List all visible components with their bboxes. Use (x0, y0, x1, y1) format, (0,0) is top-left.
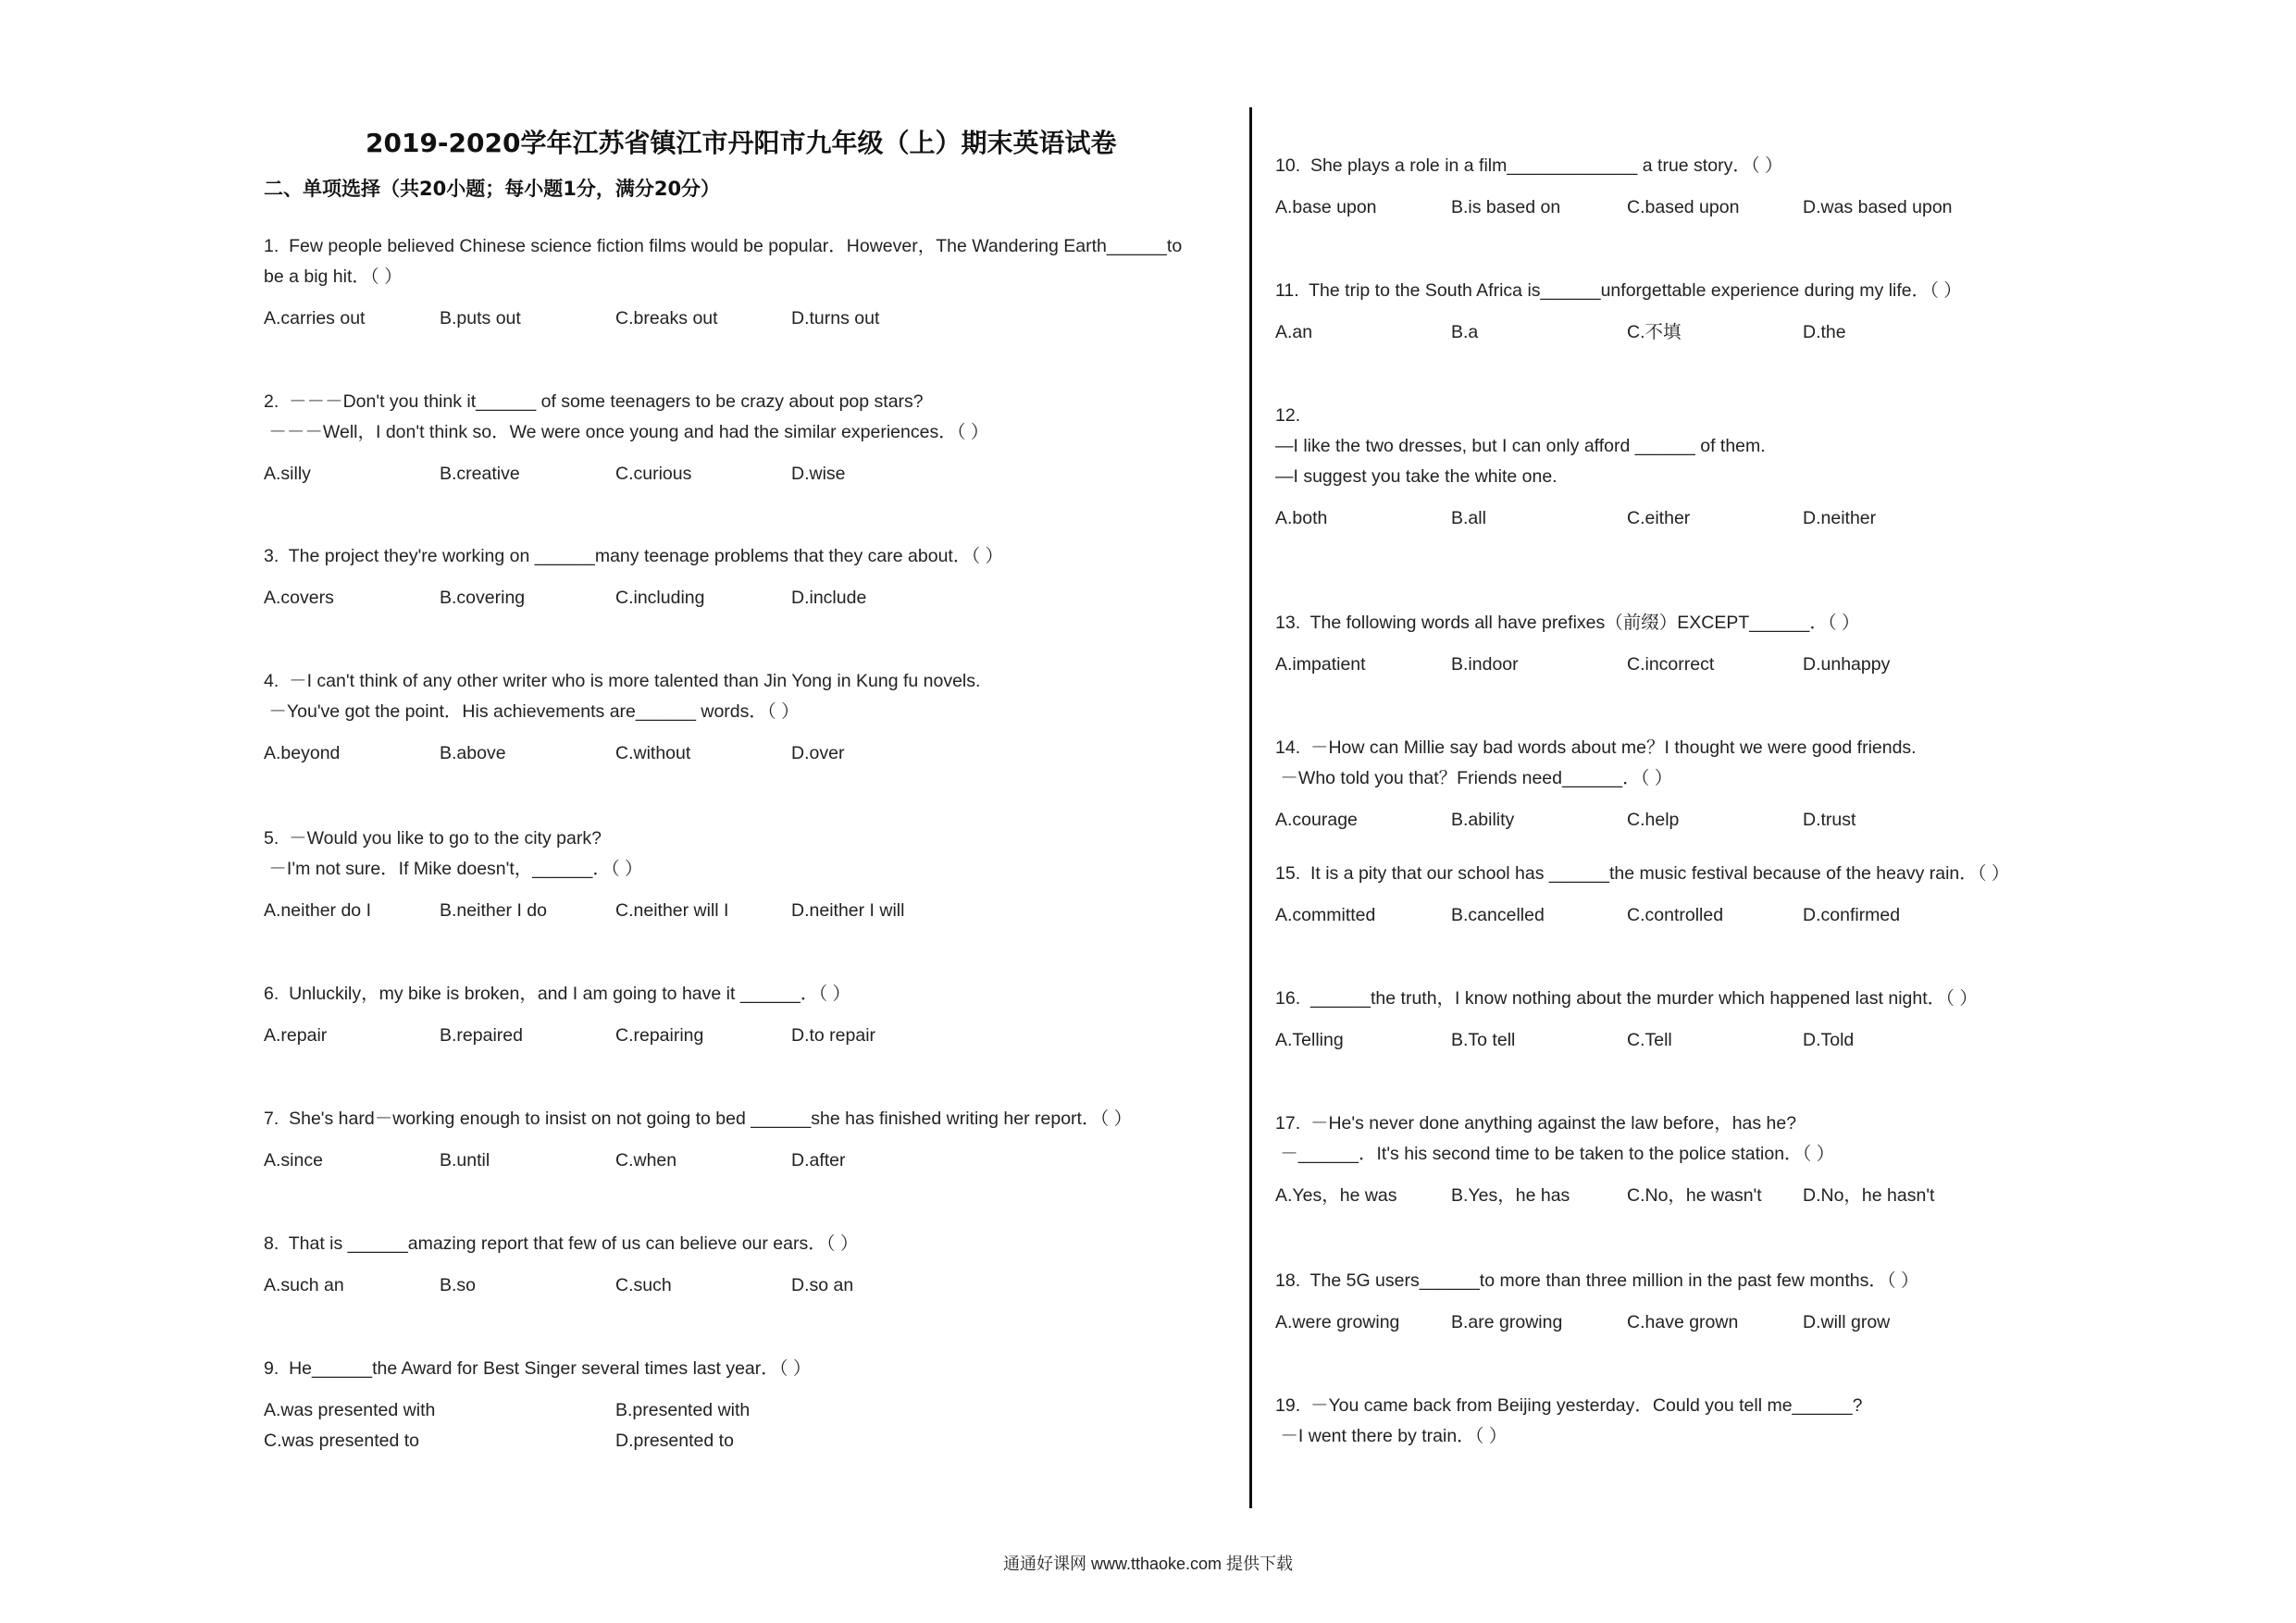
question-item (1275, 276, 2080, 348)
answer-option: A.covers (264, 588, 334, 608)
question-item (264, 1104, 1226, 1176)
question-text: 17. －He's never done anything against the law before，has he? (1275, 1113, 1797, 1134)
answer-option: D.neither I will (791, 900, 905, 921)
question-item (1275, 1391, 2080, 1452)
answer-option: B.until (440, 1150, 490, 1171)
question-text: 13. The following words all have prefixes（前缀）EXCEPT______．（ ） (1275, 613, 1860, 633)
column-divider (1249, 107, 1252, 1508)
answer-option: C.Tell (1627, 1030, 1672, 1050)
answer-option: A.base upon (1275, 197, 1377, 217)
answer-option: A.were growing (1275, 1312, 1400, 1332)
question-text: －You've got the point．His achievements are______ words．（ ） (264, 701, 800, 722)
answer-option: B.repaired (440, 1025, 523, 1046)
answer-options (264, 896, 1226, 926)
answer-option: C.based upon (1627, 197, 1740, 217)
question-text: 10. She plays a role in a film_____________ a true story．（ ） (1275, 155, 1783, 176)
answer-option: D.after (791, 1150, 846, 1171)
answer-options (264, 1395, 1226, 1456)
question-item (264, 666, 1226, 769)
question-text: 8. That is ______amazing report that few of us can believe our ears．（ ） (264, 1233, 859, 1254)
answer-option: A.an (1275, 322, 1313, 342)
answer-options (264, 1270, 1226, 1301)
answer-option: D.wise (791, 464, 846, 484)
answer-option: C.neither will I (615, 900, 729, 921)
answer-option: D.over (791, 743, 845, 763)
answer-option: B.ability (1451, 810, 1515, 830)
answer-option: C.have grown (1627, 1312, 1739, 1332)
answer-option: C.including (615, 588, 705, 608)
question-item (1275, 608, 2080, 680)
answer-option: D.include (791, 588, 867, 608)
question-text: 15. It is a pity that our school has ______the music festival because of the heavy rain．（ ） (1275, 863, 2010, 884)
question-item (264, 541, 1226, 613)
question-item (1275, 1109, 2080, 1211)
answer-option: B.is based on (1451, 197, 1561, 217)
answer-option: D.will grow (1803, 1312, 1891, 1332)
answer-option: B.presented with (615, 1400, 751, 1420)
answer-option: A.such an (264, 1275, 344, 1295)
answer-option: A.since (264, 1150, 323, 1171)
answer-option: C.不填 (1627, 322, 1682, 342)
question-text: 16. ______the truth，I know nothing about the murder which happened last night．（ ） (1275, 988, 1978, 1009)
answer-option: C.breaks out (615, 308, 718, 328)
answer-options (264, 583, 1226, 613)
answer-option: D.trust (1803, 810, 1856, 830)
question-item (1275, 733, 2080, 836)
answer-options (264, 1146, 1226, 1176)
answer-option: A.silly (264, 464, 311, 484)
answer-option: A.committed (1275, 905, 1376, 925)
answer-option: C.when (615, 1150, 677, 1171)
answer-option: B.Yes，he has (1451, 1185, 1570, 1206)
answer-option: D.No，he hasn't (1803, 1185, 1935, 1206)
question-item (264, 1354, 1226, 1456)
answer-option: D.neither (1803, 508, 1877, 528)
answer-options (1275, 805, 2080, 836)
answer-option: A.was presented with (264, 1400, 436, 1420)
question-text: －Who told you that？Friends need______．（ ） (1275, 768, 1673, 788)
answer-option: B.creative (440, 464, 520, 484)
answer-option: B.cancelled (1451, 905, 1545, 925)
question-text: 3. The project they're working on ______many teenage problems that they care about．（ ） (264, 546, 1003, 566)
answer-options (1275, 1307, 2080, 1338)
answer-option: A.repair (264, 1025, 328, 1046)
answer-options (1275, 317, 2080, 348)
question-item (264, 979, 1226, 1051)
answer-option: B.above (440, 743, 506, 763)
answer-option: D.unhappy (1803, 654, 1891, 675)
question-text: 7. She's hard－working enough to insist on not going to bed ______she has finished writing her report．（ ） (264, 1109, 1133, 1129)
question-text: 5. －Would you like to go to the city park? (264, 828, 602, 849)
answer-option: A.impatient (1275, 654, 1366, 675)
answer-option: C.controlled (1627, 905, 1724, 925)
question-text: 11. The trip to the South Africa is______unforgettable experience during my life．（ ） (1275, 280, 1962, 301)
answer-options (1275, 900, 2080, 931)
answer-option: B.indoor (1451, 654, 1519, 675)
answer-option: A.carries out (264, 308, 366, 328)
question-item (1275, 984, 2080, 1056)
answer-options (1275, 1181, 2080, 1211)
question-text: 6. Unluckily，my bike is broken，and I am going to have it ______．（ ） (264, 984, 851, 1004)
answer-option: D.to repair (791, 1025, 876, 1046)
question-text: －______．It's his second time to be taken to the police station．（ ） (1275, 1144, 1835, 1164)
answer-option: A.beyond (264, 743, 341, 763)
section-heading: 二、单项选择（共20小题；每小题1分，满分20分） (264, 178, 721, 200)
answer-option: B.puts out (440, 308, 521, 328)
exam-title: 2019-2020学年江苏省镇江市丹阳市九年级（上）期末英语试卷 (366, 128, 1117, 158)
question-text: 12. (1275, 405, 1301, 426)
answer-option: C.without (615, 743, 691, 763)
question-item (264, 1229, 1226, 1301)
answer-option: C.repairing (615, 1025, 704, 1046)
answer-option: D.presented to (615, 1431, 734, 1451)
question-text: －I went there by train．（ ） (1275, 1426, 1508, 1446)
answer-options (1275, 1025, 2080, 1056)
question-text: 1. Few people believed Chinese science fiction films would be popular．However，The Wandering Earth______to (264, 236, 1183, 256)
question-text: 9. He______the Award for Best Singer several times last year．（ ） (264, 1358, 812, 1379)
question-text: 14. －How can Millie say bad words about me？I thought we were good friends. (1275, 737, 1917, 758)
answer-options (264, 738, 1226, 769)
question-text: —I like the two dresses, but I can only afford ______ of them. (1275, 436, 1766, 456)
answer-options (1275, 650, 2080, 680)
answer-option: A.Telling (1275, 1030, 1344, 1050)
answer-option: C.incorrect (1627, 654, 1715, 675)
answer-option: C.either (1627, 508, 1691, 528)
answer-options (1275, 503, 2080, 534)
answer-option: A.neither do I (264, 900, 371, 921)
question-text: 4. －I can't think of any other writer who is more talented than Jin Yong in Kung fu novels. (264, 671, 981, 691)
answer-option: B.To tell (1451, 1030, 1516, 1050)
answer-option: D.turns out (791, 308, 880, 328)
answer-option: C.such (615, 1275, 672, 1295)
answer-option: C.help (1627, 810, 1680, 830)
answer-option: B.neither I do (440, 900, 547, 921)
answer-option: D.the (1803, 322, 1846, 342)
answer-option: C.curious (615, 464, 692, 484)
answer-option: C.was presented to (264, 1431, 420, 1451)
answer-option: D.Told (1803, 1030, 1855, 1050)
answer-option: B.all (1451, 508, 1486, 528)
question-item (264, 824, 1226, 926)
answer-option: D.was based upon (1803, 197, 1953, 217)
answer-option: B.covering (440, 588, 526, 608)
answer-options (264, 459, 1226, 489)
question-text: 19. －You came back from Beijing yesterday．Could you tell me______? (1275, 1395, 1863, 1416)
answer-option: A.Yes，he was (1275, 1185, 1397, 1206)
footer-text: 通通好课网 www.tthaoke.com 提供下载 (1002, 1555, 1294, 1573)
answer-options (1275, 192, 2080, 223)
answer-option: B.are growing (1451, 1312, 1563, 1332)
question-text: 18. The 5G users______to more than three million in the past few months．（ ） (1275, 1270, 1919, 1291)
question-item (1275, 859, 2080, 931)
question-text: －I'm not sure．If Mike doesn't，______．（ ） (264, 859, 643, 879)
answer-option: C.No，he wasn't (1627, 1185, 1762, 1206)
answer-options (264, 304, 1226, 334)
answer-option: B.so (440, 1275, 477, 1295)
question-text: —I suggest you take the white one. (1275, 466, 1558, 487)
answer-option: D.so an (791, 1275, 854, 1295)
answer-option: D.confirmed (1803, 905, 1901, 925)
question-text: be a big hit．（ ） (264, 266, 403, 287)
question-item (264, 231, 1226, 334)
question-item (1275, 1266, 2080, 1338)
answer-options (264, 1021, 1226, 1051)
question-item (1275, 401, 2080, 534)
question-item (1275, 151, 2080, 223)
answer-option: B.a (1451, 322, 1479, 342)
answer-option: A.courage (1275, 810, 1358, 830)
question-text: 2. －－－Don't you think it______ of some teenagers to be crazy about pop stars? (264, 391, 924, 412)
answer-option: A.both (1275, 508, 1328, 528)
question-text: －－－Well，I don't think so．We were once young and had the similar experiences．（ ） (264, 422, 989, 442)
question-item (264, 387, 1226, 489)
